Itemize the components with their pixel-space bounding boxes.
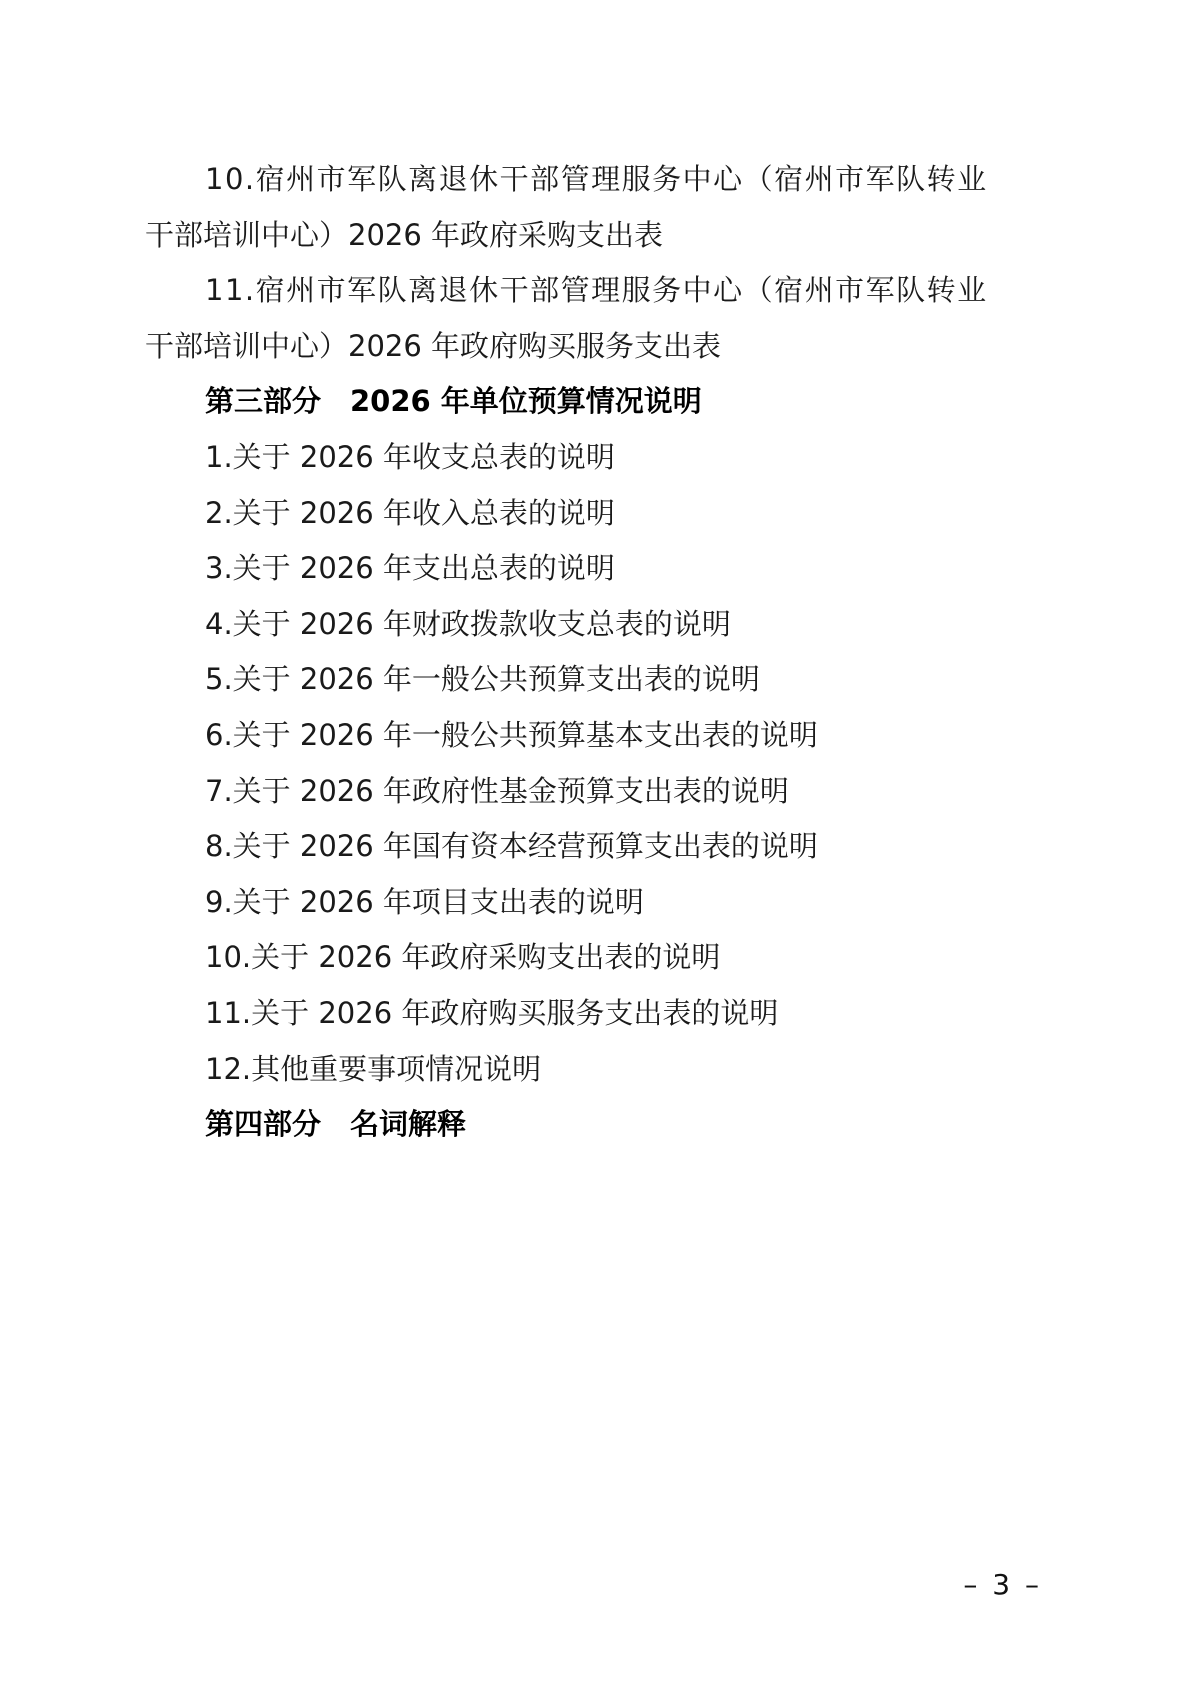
section-3-heading: 第三部分 2026 年单位预算情况说明 (205, 384, 702, 419)
toc-note-item-8: 8.关于 2026 年国有资本经营预算支出表的说明 (205, 829, 818, 864)
toc-note-item-11: 11.关于 2026 年政府购买服务支出表的说明 (205, 995, 779, 1030)
toc-note-item-5: 5.关于 2026 年一般公共预算支出表的说明 (205, 662, 760, 697)
toc-item-table-10-line2: 干部培训中心）2026 年政府采购支出表 (145, 217, 664, 252)
section-4-heading: 第四部分 名词解释 (205, 1107, 467, 1142)
toc-note-item-3: 3.关于 2026 年支出总表的说明 (205, 551, 615, 586)
toc-item-table-11-line2: 干部培训中心）2026 年政府购买服务支出表 (145, 328, 722, 363)
toc-note-item-6: 6.关于 2026 年一般公共预算基本支出表的说明 (205, 717, 818, 752)
toc-note-item-1: 1.关于 2026 年收支总表的说明 (205, 439, 615, 474)
toc-note-item-9: 9.关于 2026 年项目支出表的说明 (205, 884, 644, 919)
page-number: – 3 – (963, 1568, 1042, 1601)
toc-note-item-12: 12.其他重要事项情况说明 (205, 1051, 542, 1086)
toc-item-table-10-line1: 10.宿州市军队离退休干部管理服务中心（宿州市军队转业 (205, 162, 988, 196)
toc-item-table-11-line1: 11.宿州市军队离退休干部管理服务中心（宿州市军队转业 (205, 273, 988, 308)
toc-note-item-2: 2.关于 2026 年收入总表的说明 (205, 495, 615, 530)
toc-note-item-7: 7.关于 2026 年政府性基金预算支出表的说明 (205, 773, 789, 808)
toc-note-item-4: 4.关于 2026 年财政拨款收支总表的说明 (205, 606, 731, 641)
toc-note-item-10: 10.关于 2026 年政府采购支出表的说明 (205, 940, 721, 975)
